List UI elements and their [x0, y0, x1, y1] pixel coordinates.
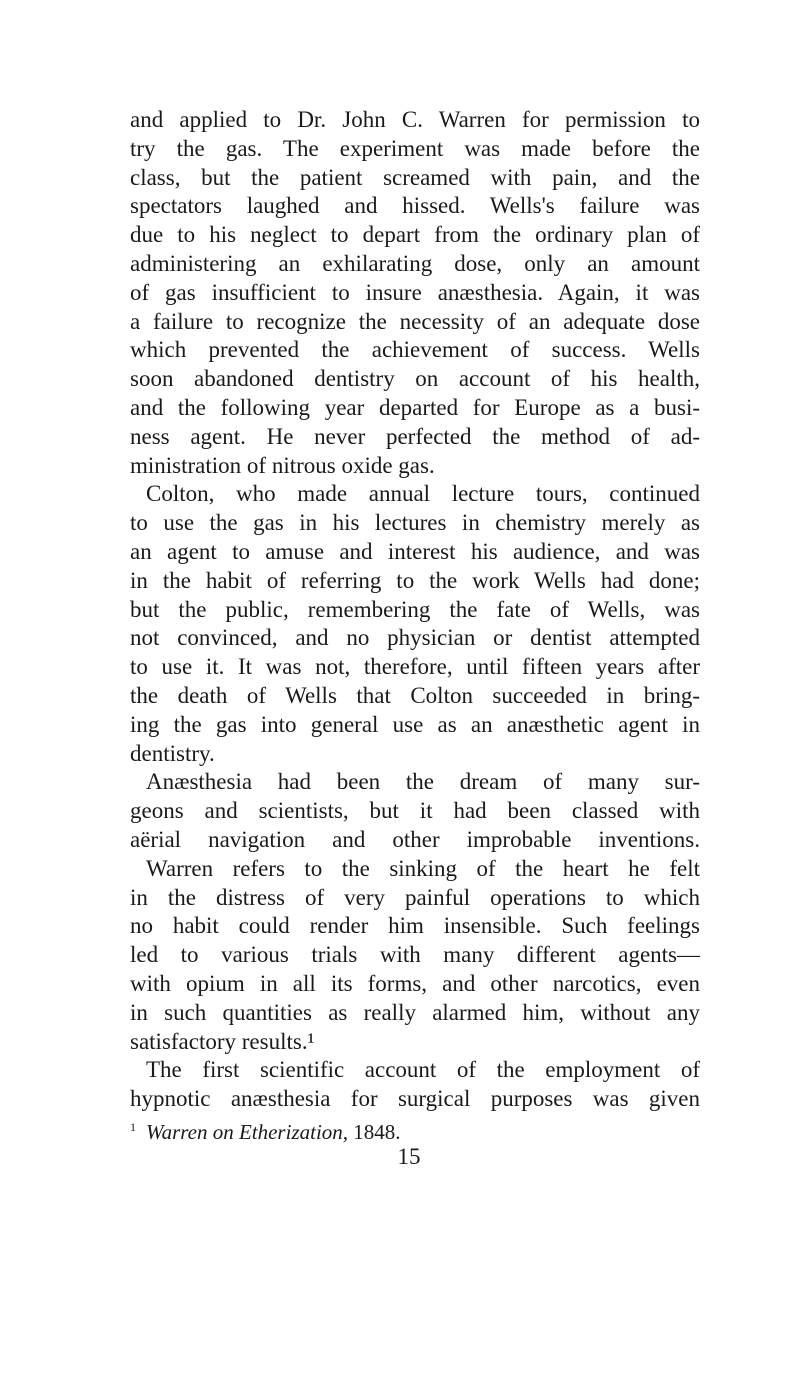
text-line: not convinced, and no physician or dentist attempted — [130, 625, 700, 651]
text-line: soon abandoned dentistry on account of his health, — [130, 366, 700, 392]
text-line: Colton, who made annual lecture tours, continued — [146, 481, 700, 507]
body-text — [130, 106, 700, 1114]
text-line: to use the gas in his lectures in chemistry merely as — [130, 510, 700, 536]
text-line: but the public, remembering the fate of Wells, was — [130, 596, 700, 622]
footnote-year: 1848. — [353, 1119, 401, 1144]
text-line: in such quantities as really alarmed him, without any — [130, 999, 700, 1025]
page-number: 15 — [397, 1143, 421, 1169]
text-line: spectators laughed and hissed. Wells's failure was — [130, 193, 700, 219]
text-line: ministration of nitrous oxide gas. — [130, 452, 435, 478]
text-line: and applied to Dr. John C. Warren for permission to — [130, 107, 700, 132]
footnote — [130, 1114, 700, 1144]
text-line: dentistry. — [130, 740, 215, 766]
footnote-mark: 1 — [130, 1119, 136, 1134]
text-line: satisfactory results.¹ — [130, 1028, 315, 1054]
text-line: due to his neglect to depart from the ordinary plan of — [130, 222, 700, 248]
text-line: in the distress of very painful operations to which — [130, 884, 700, 910]
text-line: a failure to recognize the necessity of an adequate dose — [130, 308, 700, 334]
text-line: ing the gas into general use as an anæsthetic agent in — [130, 711, 700, 737]
text-line: hypnotic anæsthesia for surgical purposes was given — [130, 1086, 700, 1112]
text-line: aërial navigation and other improbable inventions. — [130, 826, 700, 852]
text-line: of gas insufficient to insure anæsthesia. Again, it was — [130, 279, 700, 305]
text-line: in the habit of referring to the work Wells had done; — [130, 567, 700, 593]
text-line: to use it. It was not, therefore, until fifteen years after — [130, 654, 700, 680]
text-line: try the gas. The experiment was made before the — [130, 135, 700, 161]
text-line: ness agent. He never perfected the method of ad- — [130, 423, 700, 449]
text-line: which prevented the achievement of success. Wells — [130, 337, 700, 363]
text-line: with opium in all its forms, and other narcotics, even — [130, 970, 700, 996]
book-page — [130, 106, 700, 1172]
text-line: no habit could render him insensible. Such feelings — [130, 913, 700, 939]
text-line: The first scientific account of the employment of — [146, 1057, 700, 1083]
footnote-title: Warren on Etherization, — [146, 1119, 349, 1144]
text-line: class, but the patient screamed with pain, and the — [130, 164, 700, 190]
text-line: and the following year departed for Europe as a busi- — [130, 394, 700, 420]
text-line: the death of Wells that Colton succeeded in bring- — [130, 682, 700, 708]
text-line: an agent to amuse and interest his audience, and was — [130, 538, 700, 564]
text-line: geons and scientists, but it had been classed with — [130, 798, 700, 824]
text-line: Anæsthesia had been the dream of many sur- — [146, 769, 700, 795]
text-line: led to various trials with many different agents— — [130, 942, 700, 968]
text-line: Warren refers to the sinking of the heart he felt — [146, 855, 700, 881]
text-line: administering an exhilarating dose, only an amount — [130, 250, 700, 276]
